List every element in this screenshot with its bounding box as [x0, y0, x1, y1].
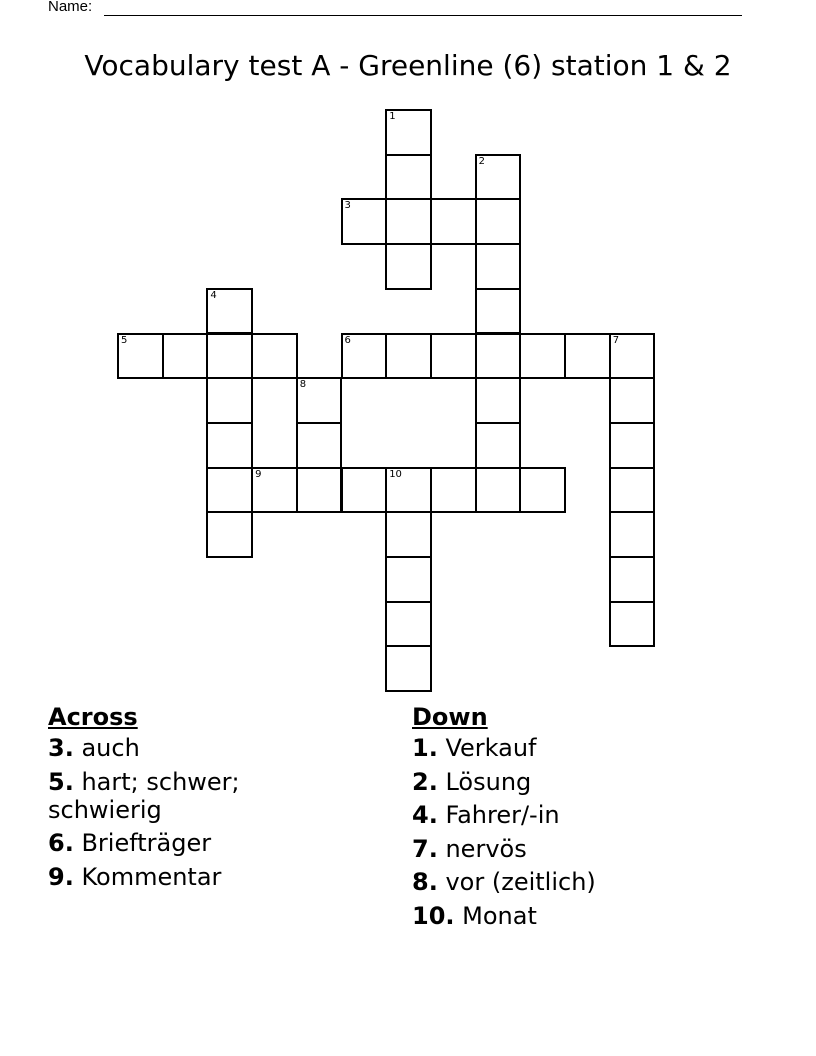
crossword-cell[interactable] [475, 333, 522, 380]
crossword-cell[interactable] [475, 422, 522, 469]
crossword-cell[interactable] [296, 422, 343, 469]
clue-across-6: 6. Briefträger [48, 829, 212, 857]
cell-number: 5 [121, 334, 128, 346]
crossword-cell[interactable] [430, 198, 477, 245]
cell-number: 2 [478, 155, 485, 167]
cell-number: 9 [255, 468, 262, 480]
cell-number: 1 [389, 111, 396, 122]
down-heading: Down [412, 703, 488, 731]
across-clues [48, 700, 358, 896]
clue-across-5: 5. hart; schwer; schwierig [48, 767, 240, 824]
crossword-cell[interactable] [475, 198, 522, 245]
crossword-cell[interactable] [609, 601, 656, 648]
cell-number: 8 [299, 379, 307, 391]
crossword-cell[interactable] [430, 467, 477, 514]
clue-down-7: 7. nervös [412, 834, 527, 863]
crossword-cell[interactable] [385, 467, 432, 514]
crossword-cell[interactable] [609, 422, 656, 469]
across-heading: Across [48, 703, 138, 731]
crossword-cell[interactable] [385, 109, 432, 156]
crossword-cell[interactable] [206, 467, 253, 514]
crossword-cell[interactable] [117, 333, 164, 380]
crossword-cell[interactable] [296, 467, 343, 514]
crossword-cell[interactable] [341, 198, 388, 245]
cell-number: 4 [210, 289, 217, 301]
crossword-cell[interactable] [385, 556, 432, 603]
crossword-cell[interactable] [475, 467, 522, 514]
crossword-cell[interactable] [475, 288, 522, 335]
crossword-cell[interactable] [609, 556, 656, 603]
cell-number: 10 [389, 468, 402, 480]
crossword-cell[interactable] [475, 243, 522, 290]
crossword-cell[interactable] [475, 154, 522, 201]
crossword-cell[interactable] [519, 333, 566, 380]
crossword-cell[interactable] [206, 422, 253, 469]
crossword-cell[interactable] [206, 333, 253, 380]
crossword-cell[interactable] [206, 377, 253, 424]
down-clues [412, 700, 772, 935]
crossword-cell[interactable] [609, 467, 656, 514]
crossword-cell[interactable] [162, 333, 209, 380]
cell-number: 6 [344, 334, 351, 346]
clue-down-8: 8. vor (zeitlich) [412, 868, 596, 896]
crossword-cell[interactable] [251, 333, 298, 380]
crossword-cell[interactable] [385, 198, 432, 245]
crossword-cell[interactable] [519, 467, 566, 514]
crossword-cell[interactable] [475, 377, 522, 424]
cell-number: 7 [612, 334, 620, 346]
crossword-cell[interactable] [385, 154, 432, 201]
cell-number: 3 [344, 200, 351, 212]
crossword-cell[interactable] [385, 645, 432, 692]
crossword-cell[interactable] [341, 333, 388, 380]
crossword-cell[interactable] [385, 511, 432, 558]
crossword-cell[interactable] [341, 467, 388, 514]
crossword-cell[interactable] [609, 333, 656, 380]
crossword-cell[interactable] [609, 377, 656, 424]
crossword-cell[interactable] [385, 243, 432, 290]
clue-down-10: 10. Monat [412, 901, 537, 930]
clue-across-3: 3. auch [48, 734, 140, 762]
crossword-cell[interactable] [564, 333, 611, 380]
crossword-cell[interactable] [385, 601, 432, 648]
crossword-cell[interactable] [609, 511, 656, 558]
clue-down-4: 4. Fahrer/-in [412, 801, 560, 829]
crossword-cell[interactable] [296, 377, 343, 424]
clue-across-9: 9. Kommentar [48, 862, 222, 891]
name-label: Name: [48, 0, 93, 15]
page-title: Vocabulary test A - Greenline (6) station 1 & 2 [84, 49, 732, 82]
crossword-cell[interactable] [385, 333, 432, 380]
crossword-cell[interactable] [251, 467, 298, 514]
clue-down-2: 2. Lösung [412, 767, 532, 796]
crossword-cell[interactable] [206, 511, 253, 558]
clue-down-1: 1. Verkauf [412, 734, 537, 762]
crossword-cell[interactable] [206, 288, 253, 335]
crossword-cell[interactable] [430, 333, 477, 380]
